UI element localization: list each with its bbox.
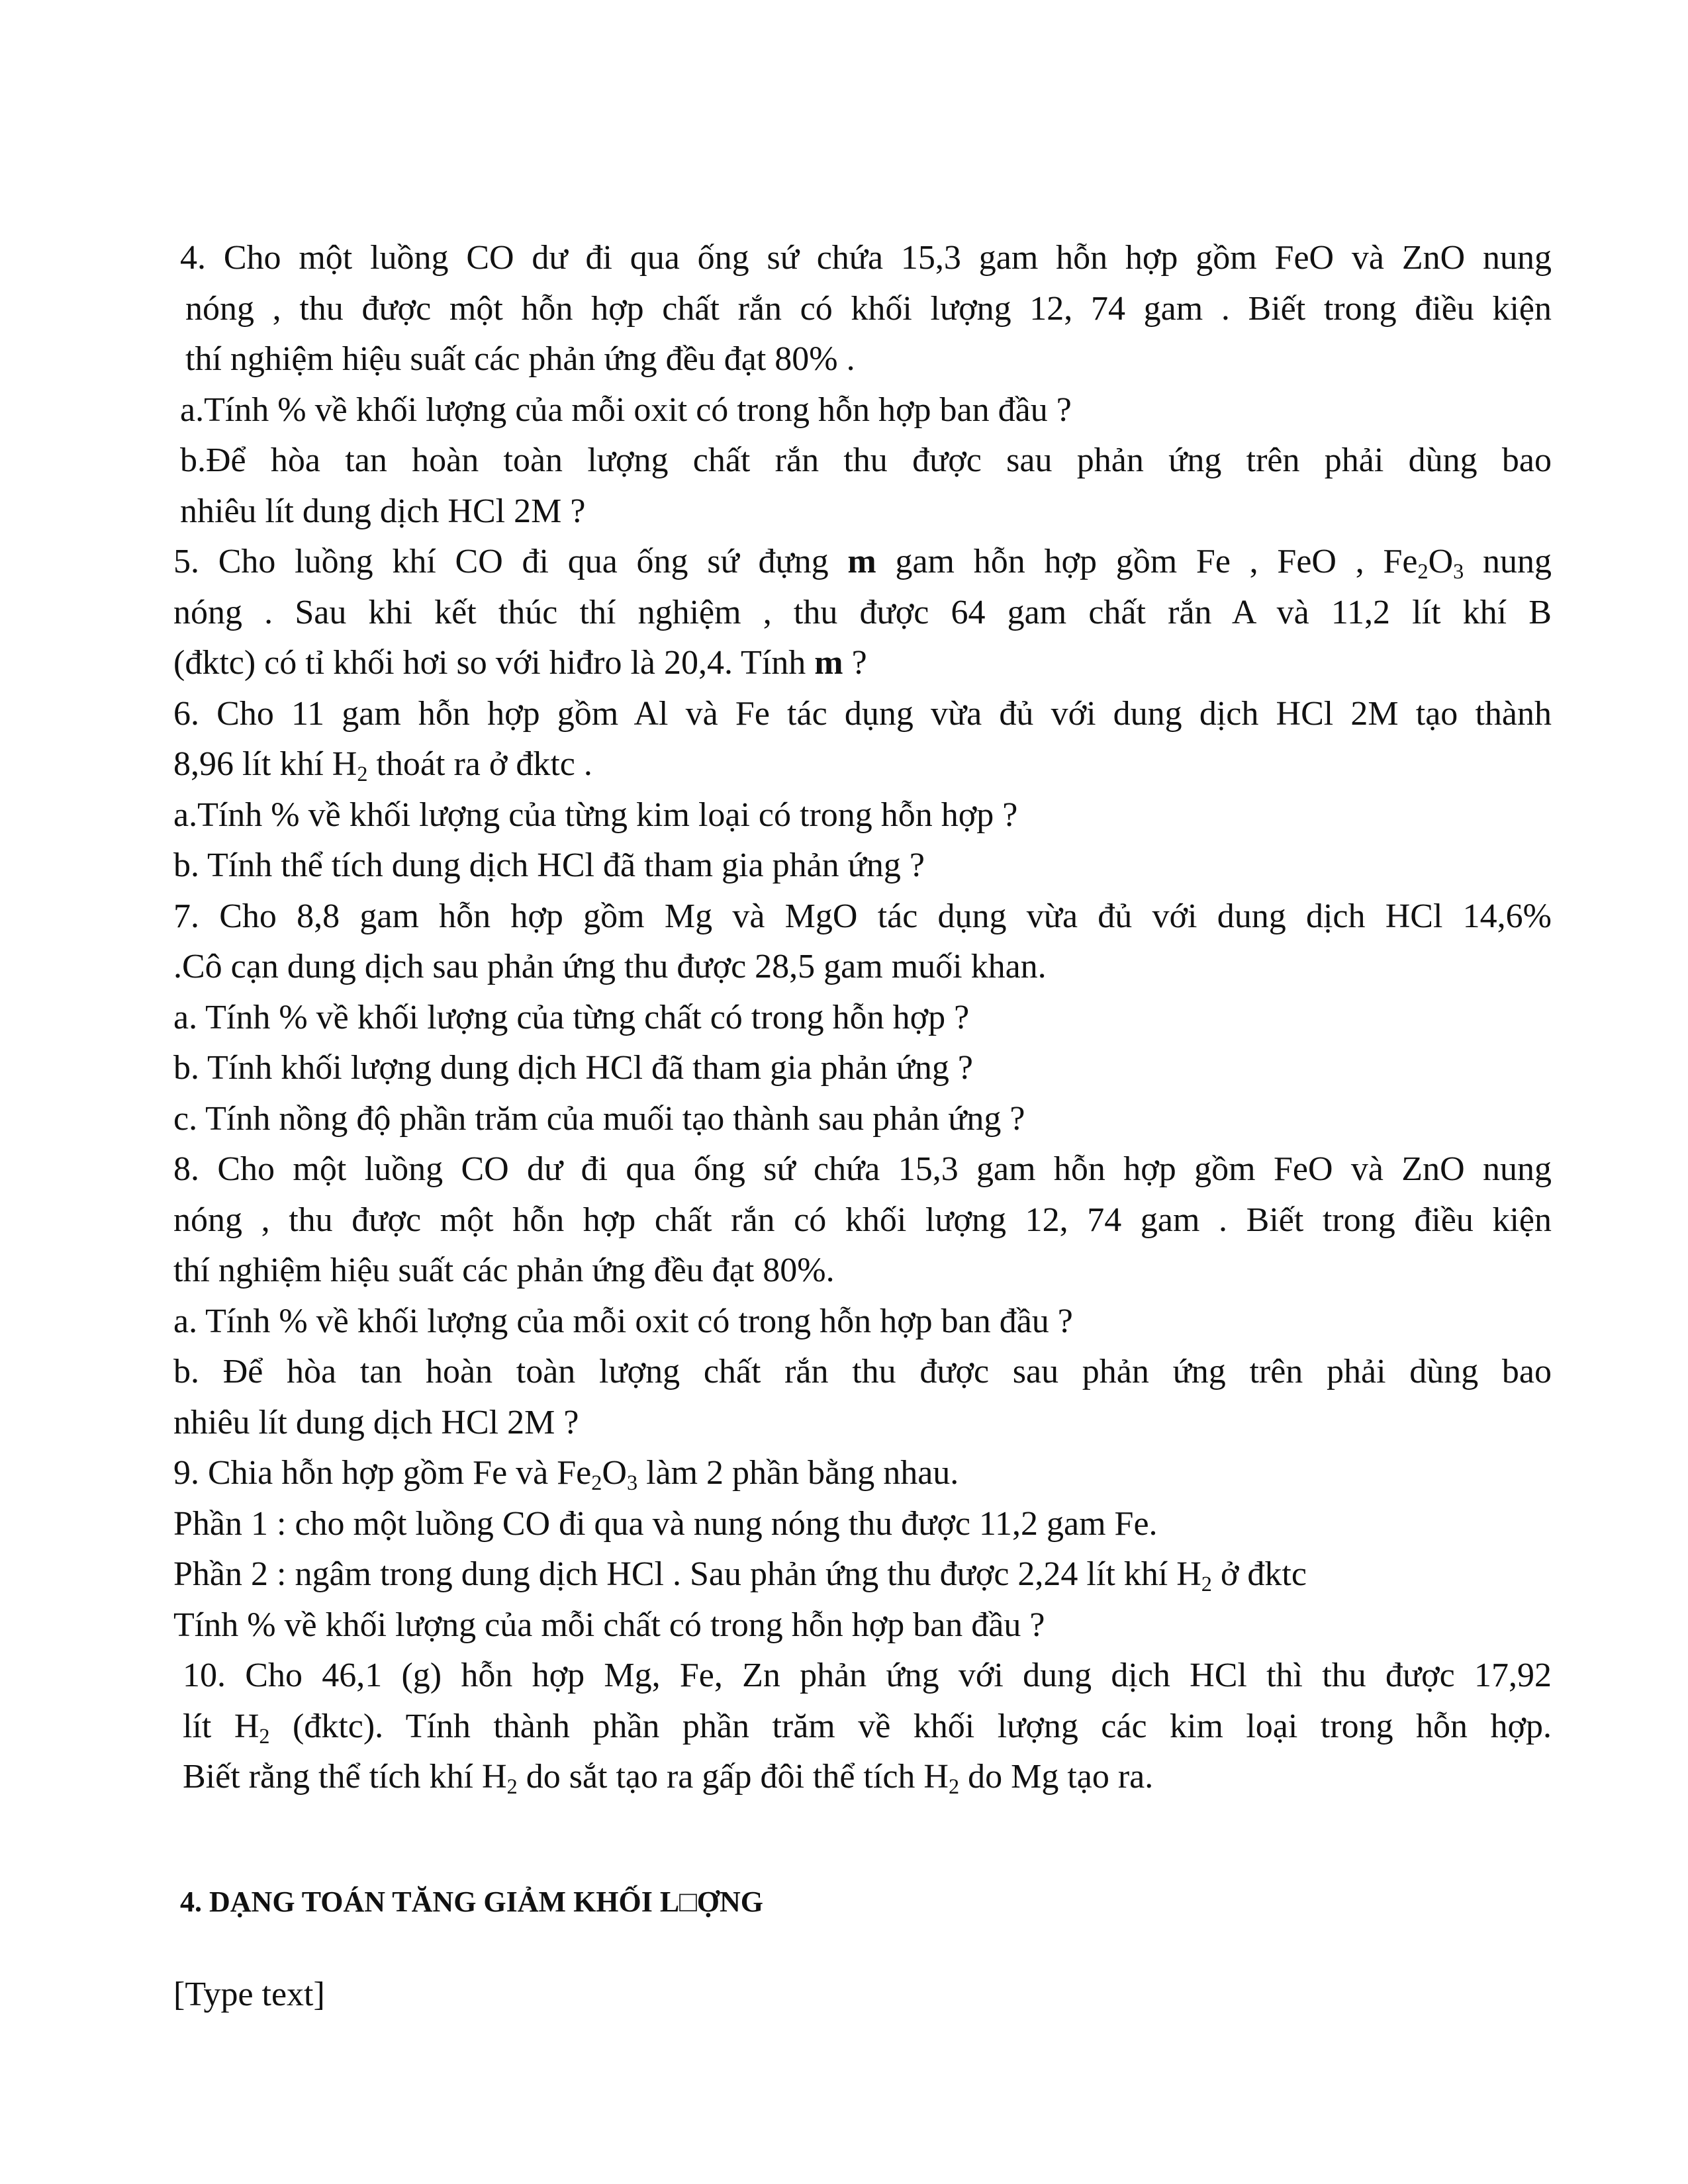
text-span: ở đktc <box>1220 1555 1307 1593</box>
problem-4 <box>173 233 1552 537</box>
problem-8-question-a: a. Tính % về khối lượng của mỗi oxit có trong hỗn hợp ban đầu ? <box>173 1302 1073 1340</box>
problem-10 <box>173 1651 1552 1803</box>
text-span: gam hỗn hợp gồm Fe , FeO , Fe <box>895 543 1418 580</box>
subscript: 2 <box>591 1471 602 1495</box>
problem-4-line-1: 4. Cho một luồng CO dư đi qua ống sứ chứa 15,3 gam hỗn hợp gồm FeO và ZnO nung <box>180 239 1552 277</box>
problem-4-question-b-cont: nhiêu lít dung dịch HCl 2M ? <box>180 492 586 530</box>
subscript: 2 <box>357 762 368 786</box>
problem-9-line-1 <box>173 1448 1552 1499</box>
problem-4-line-3: thí nghiệm hiệu suất các phản ứng đều đạt 80% . <box>185 340 855 378</box>
problem-5-line-1 <box>173 537 1552 588</box>
section-heading: 4. DẠNG TOÁN TĂNG GIẢM KHỐI L□ỢNG <box>180 1886 764 1918</box>
text-span: 5. Cho luồng khí CO đi qua ống sứ đựng <box>173 543 829 580</box>
problem-7-question-a: a. Tính % về khối lượng của từng chất có trong hỗn hợp ? <box>173 998 970 1036</box>
problem-8-line-1: 8. Cho một luồng CO dư đi qua ống sứ chứa 15,3 gam hỗn hợp gồm FeO và ZnO nung <box>173 1150 1552 1188</box>
problem-7 <box>173 891 1552 1145</box>
text-span: do sắt tạo ra gấp đôi thể tích H <box>526 1758 949 1796</box>
subscript: 2 <box>948 1774 960 1799</box>
problem-10-line-1: 10. Cho 46,1 (g) hỗn hợp Mg, Fe, Zn phản ứng với dung dịch HCl thì thu được 17,92 <box>183 1657 1552 1694</box>
problem-8-question-b: b. Để hòa tan hoàn toàn lượng chất rắn thu được sau phản ứng trên phải dùng bao <box>173 1353 1552 1390</box>
variable-m: m <box>847 543 876 580</box>
text-span: (đktc) có tỉ khối hơi so với hiđro là 20,4. Tính <box>173 644 806 682</box>
subscript: 2 <box>1201 1572 1212 1596</box>
problem-6-line-1: 6. Cho 11 gam hỗn hợp gồm Al và Fe tác dụng vừa đủ với dung dịch HCl 2M tạo thành <box>173 694 1552 733</box>
problem-4-question-b: b.Để hòa tan hoàn toàn lượng chất rắn thu được sau phản ứng trên phải dùng bao <box>180 441 1552 479</box>
problem-8-question-b-cont: nhiêu lít dung dịch HCl 2M ? <box>173 1403 579 1441</box>
text-span: 9. Chia hỗn hợp gồm Fe và Fe <box>173 1454 592 1492</box>
text-span: do Mg tạo ra. <box>968 1758 1154 1796</box>
text-span: (đktc). Tính thành phần phần trăm về khối lượng các kim loại trong hỗn hợp. <box>292 1707 1552 1745</box>
problem-list <box>173 233 1552 1803</box>
text-span: O <box>602 1454 627 1492</box>
text-span: O <box>1428 543 1454 580</box>
problem-6-line-2 <box>173 739 1552 790</box>
text-span: làm 2 phần bằng nhau. <box>646 1454 959 1492</box>
problem-5-line-3 <box>173 638 1552 689</box>
text-span: thoát ra ở đktc . <box>376 745 592 783</box>
problem-9-part-1: Phần 1 : cho một luồng CO đi qua và nung nóng thu được 11,2 gam Fe. <box>173 1504 1158 1543</box>
text-span: lít H <box>183 1707 259 1745</box>
text-span: ? <box>851 644 867 682</box>
text-span: nung <box>1483 543 1552 580</box>
problem-9-question: Tính % về khối lượng của mỗi chất có trong hỗn hợp ban đầu ? <box>173 1606 1045 1644</box>
problem-10-line-2 <box>173 1702 1552 1752</box>
text-span: 8,96 lít khí H <box>173 745 357 783</box>
problem-7-question-b: b. Tính khối lượng dung dịch HCl đã tham gia phản ứng ? <box>173 1049 973 1087</box>
problem-6-question-b: b. Tính thể tích dung dịch HCl đã tham gia phản ứng ? <box>173 846 925 884</box>
text-span: Phần 2 : ngâm trong dung dịch HCl . Sau phản ứng thu được 2,24 lít khí H <box>173 1555 1201 1593</box>
subscript: 2 <box>506 1774 518 1799</box>
problem-9 <box>173 1448 1552 1651</box>
problem-5-line-2: nóng . Sau khi kết thúc thí nghiệm , thu được 64 gam chất rắn A và 11,2 lít khí B <box>173 593 1552 631</box>
problem-8-line-3: thí nghiệm hiệu suất các phản ứng đều đạt 80%. <box>173 1251 835 1289</box>
subscript: 3 <box>626 1471 638 1495</box>
problem-4-line-2: nóng , thu được một hỗn hợp chất rắn có khối lượng 12, 74 gam . Biết trong điều kiện <box>185 289 1552 328</box>
subscript: 2 <box>1417 559 1429 584</box>
problem-7-line-2: .Cô cạn dung dịch sau phản ứng thu được 28,5 gam muối khan. <box>173 948 1047 985</box>
subscript: 2 <box>259 1723 270 1748</box>
problem-7-question-c: c. Tính nồng độ phần trăm của muối tạo thành sau phản ứng ? <box>173 1099 1025 1138</box>
problem-5 <box>173 537 1552 689</box>
problem-6-question-a: a.Tính % về khối lượng của từng kim loại có trong hỗn hợp ? <box>173 796 1018 834</box>
problem-10-line-3 <box>173 1752 1552 1803</box>
subscript: 3 <box>1453 559 1464 584</box>
footer-placeholder: [Type text] <box>173 1976 325 2013</box>
problem-6 <box>173 689 1552 891</box>
problem-9-part-2 <box>173 1549 1552 1600</box>
problem-4-question-a: a.Tính % về khối lượng của mỗi oxit có trong hỗn hợp ban đầu ? <box>180 390 1072 429</box>
problem-8 <box>173 1144 1552 1448</box>
problem-7-line-1: 7. Cho 8,8 gam hỗn hợp gồm Mg và MgO tác dụng vừa đủ với dung dịch HCl 14,6% <box>173 897 1552 935</box>
problem-8-line-2: nóng , thu được một hỗn hợp chất rắn có khối lượng 12, 74 gam . Biết trong điều kiện <box>173 1201 1552 1239</box>
variable-m: m <box>814 644 843 682</box>
text-span: Biết rằng thể tích khí H <box>183 1758 507 1796</box>
